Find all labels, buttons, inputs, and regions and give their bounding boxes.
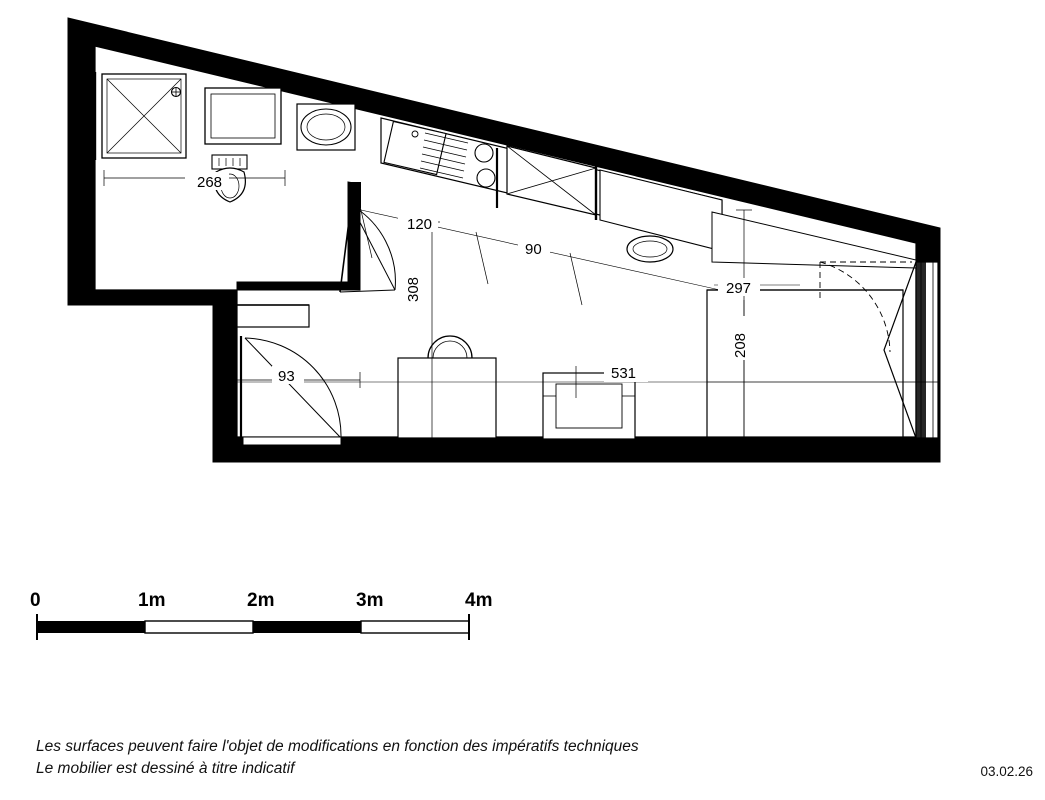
dimension-208: 208 [732,332,749,358]
dimension-90: 90 [525,241,542,258]
washbasin-fixture [297,104,355,150]
scale-label-1m: 1m [138,590,166,611]
scale-bar [30,590,492,640]
note-line-1: Les surfaces peuvent faire l'objet de modifications en fonction des impératifs techniques [36,738,639,755]
wardrobe [707,290,903,437]
scale-label-3m: 3m [356,590,384,611]
date-stamp: 03.02.26 [980,764,1033,779]
dimension-93: 93 [278,368,295,385]
dimension-120: 120 [407,216,433,233]
dimension-268: 268 [197,174,223,191]
armchair [543,373,635,439]
dimension-297: 297 [726,280,752,297]
dimension-308: 308 [405,276,422,302]
scale-label-0: 0 [30,590,41,611]
shower-fixture [95,72,186,160]
scale-label-2m: 2m [247,590,275,611]
scale-label-4m: 4m [465,590,493,611]
dimension-531: 531 [611,365,637,382]
note-line-2: Le mobilier est dessiné à titre indicatif [36,760,295,777]
washing-machine [205,88,281,144]
